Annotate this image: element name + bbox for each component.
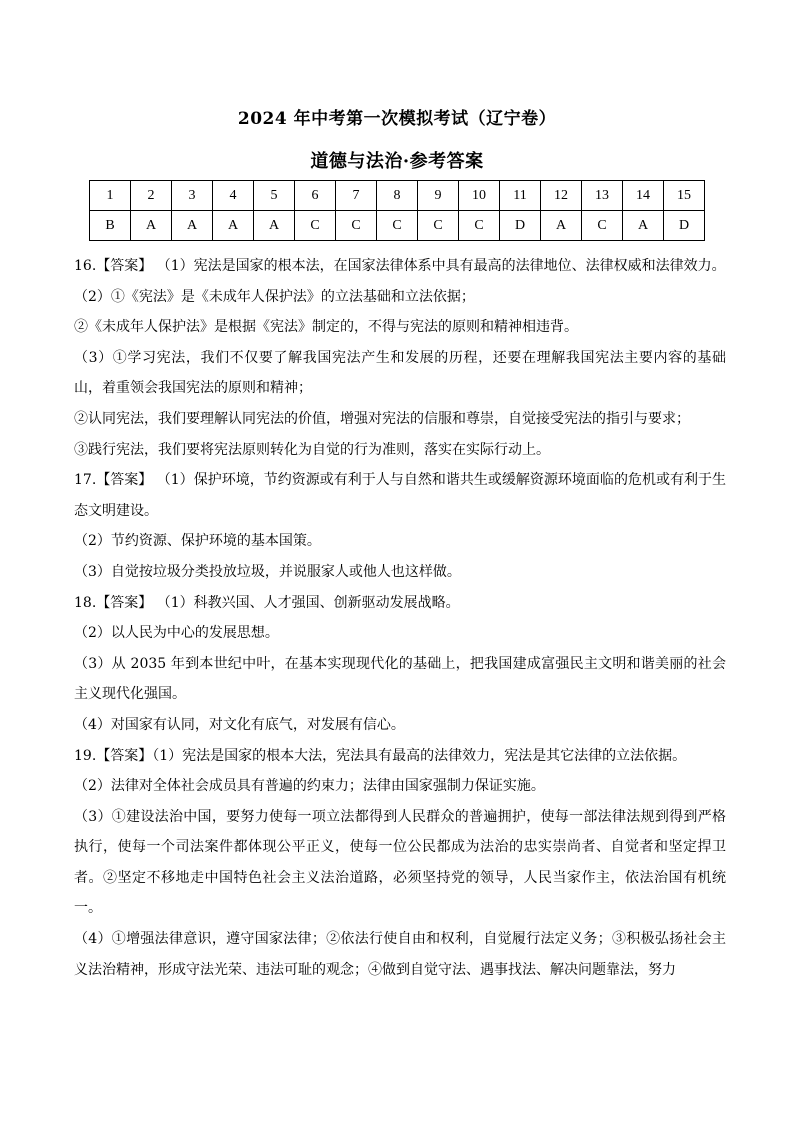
answer-cell: D: [500, 211, 541, 241]
question-number: 9: [418, 181, 459, 211]
q18-answer-1: 18.【答案】 （1）科教兴国、人才强国、创新驱动发展战略。: [74, 594, 460, 611]
question-number: 3: [172, 181, 213, 211]
question-number: 14: [623, 181, 664, 211]
question-number: 8: [377, 181, 418, 211]
q16-answer-2b: ②《未成年人保护法》是根据《宪法》制定的，不得与宪法的原则和精神相违背。: [74, 319, 578, 336]
answer-cell: C: [582, 211, 623, 241]
q19-answer-3: （3）①建设法治中国，要努力使每一项立法都得到人民群众的普遍拥护，使每一部法律法规到得到严格执行，使每一个司法案件都体现公平正义，使每一位公民都成为法治的忠实崇尚者、自觉者和坚定捍卫者。②坚定不移地走中国特色社会主义法治道路，必须坚持党的领导，人民当家作主，依法治国有机统一。: [74, 808, 726, 917]
q16-answer-3b: ②认同宪法，我们要理解认同宪法的价值，增强对宪法的信服和尊崇，自觉接受宪法的指引与要求；: [74, 410, 690, 427]
page-subtitle: 道德与法治·参考答案: [310, 151, 484, 172]
answer-cell: C: [295, 211, 336, 241]
answer-cell: B: [90, 211, 131, 241]
question-number: 6: [295, 181, 336, 211]
answer-cell: C: [459, 211, 500, 241]
answer-cell: A: [131, 211, 172, 241]
answer-cell: A: [623, 211, 664, 241]
q18-answer-4: （4）对国家有认同，对文化有底气，对发展有信心。: [74, 716, 405, 733]
question-number: 1: [90, 181, 131, 211]
answer-content: [74, 251, 726, 985]
answer-cell: A: [254, 211, 295, 241]
answer-cell: A: [213, 211, 254, 241]
q18-answer-2: （2）以人民为中心的发展思想。: [74, 625, 279, 642]
question-number: 7: [336, 181, 377, 211]
question-number: 15: [664, 181, 705, 211]
q16-answer-1: 16.【答案】 （1）宪法是国家的根本法，在国家法律体系中具有最高的法律地位、法律权威和法律效力。: [74, 258, 726, 274]
answer-row: [90, 211, 705, 241]
question-number: 10: [459, 181, 500, 211]
q19-answer-2: （2）法律对全体社会成员具有普遍的约束力；法律由国家强制力保证实施。: [74, 778, 545, 795]
q16-answer-3c: ③践行宪法，我们要将宪法原则转化为自觉的行为准则，落实在实际行动上。: [74, 441, 550, 458]
answer-cell: C: [336, 211, 377, 241]
q17-answer-1: 17.【答案】 （1）保护环境，节约资源或有利于人与自然和谐共生或缓解资源环境面临的危机或有利于生态文明建设。: [74, 472, 726, 519]
answer-cell: A: [172, 211, 213, 241]
question-number: 5: [254, 181, 295, 211]
q17-answer-3: （3）自觉按垃圾分类投放垃圾，并说服家人或他人也这样做。: [74, 563, 461, 580]
q19-answer-4: （4）①增强法律意识，遵守国家法律；②依法行使自由和权利，自觉履行法定义务；③积极弘扬社会主义法治精神，形成守法光荣、违法可耻的观念；④做到自觉守法、遇事找法、解决问题靠法，努力: [74, 931, 726, 978]
answer-cell: C: [418, 211, 459, 241]
question-number: 11: [500, 181, 541, 211]
question-number: 4: [213, 181, 254, 211]
answer-cell: D: [664, 211, 705, 241]
question-number-row: [90, 181, 705, 211]
page-title: 2024 年中考第一次模拟考试（辽宁卷）: [237, 109, 557, 129]
q18-answer-3: （3）从 2035 年到本世纪中叶，在基本实现现代化的基础上，把我国建成富强民主文明和谐美丽的社会主义现代化强国。: [74, 655, 726, 703]
q19-answer-1: 19.【答案】（1）宪法是国家的根本大法，宪法具有最高的法律效力，宪法是其它法律的立法依据。: [74, 747, 687, 764]
q17-answer-2: （2）节约资源、保护环境的基本国策。: [74, 533, 321, 550]
q16-answer-2: （2）①《宪法》是《未成年人保护法》的立法基础和立法依据；: [74, 288, 475, 305]
answer-cell: A: [541, 211, 582, 241]
q16-answer-3: （3）①学习宪法，我们不仅要了解我国宪法产生和发展的历程，还要在理解我国宪法主要内容的基础山，着重领会我国宪法的原则和精神；: [74, 349, 726, 397]
answer-table: [89, 180, 705, 241]
question-number: 13: [582, 181, 623, 211]
answer-cell: C: [377, 211, 418, 241]
question-number: 12: [541, 181, 582, 211]
question-number: 2: [131, 181, 172, 211]
